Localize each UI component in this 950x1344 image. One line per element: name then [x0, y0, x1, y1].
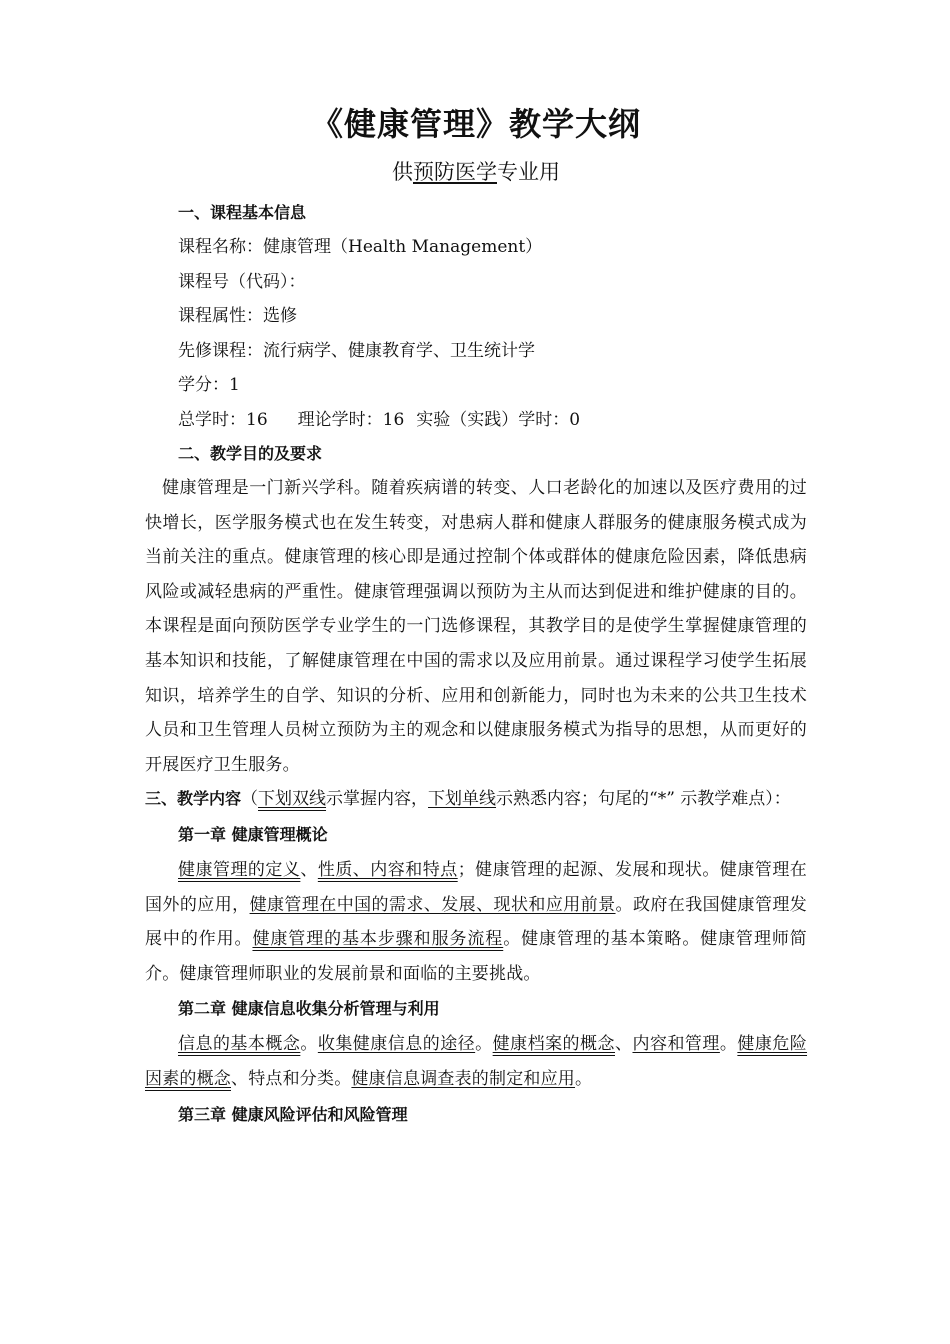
- ch1-mastery-definition: 健康管理的定义: [178, 859, 301, 880]
- document-subtitle: [145, 154, 807, 190]
- ch2-mastery-record-concept: 健康档案的概念: [492, 1034, 615, 1055]
- chapter1-body: [145, 853, 807, 991]
- ch1-text: 。政府在我国健康管理发展中的作用。: [145, 894, 807, 950]
- course-credits: 学分：1: [178, 375, 240, 395]
- course-name: 课程名称：健康管理（Health Management）: [178, 237, 543, 257]
- section1-heading: 一、课程基本信息: [178, 203, 307, 222]
- course-code: 课程号（代码）：: [178, 271, 306, 292]
- section3-note-mid2: 示熟悉内容；句尾的“*” 示教学难点）：: [496, 789, 791, 810]
- legend-double-underline: 下划双线: [258, 789, 327, 810]
- ch2-familiar-record-content: 内容和管理: [632, 1034, 720, 1055]
- section3-heading: 三、教学内容: [145, 789, 242, 809]
- chapter2-body: [145, 1027, 807, 1096]
- course-type: 课程属性：选修: [178, 306, 297, 326]
- ch2-mastery-info-concept: 信息的基本概念: [178, 1034, 301, 1055]
- course-prerequisites: 先修课程：流行病学、健康教育学、卫生统计学: [178, 340, 535, 361]
- ch1-mastery-nature: 性质、内容和特点: [317, 859, 458, 880]
- subtitle-suffix: 专业用: [497, 160, 560, 184]
- ch2-text: 、特点和分类。: [231, 1068, 352, 1089]
- ch2-text: 。: [300, 1034, 318, 1055]
- ch2-text: 。: [475, 1034, 493, 1055]
- ch2-text: 。: [719, 1034, 738, 1055]
- section3-note-mid1: 示掌握内容，: [326, 789, 429, 810]
- total-hours: 总学时：16: [178, 409, 268, 430]
- chapter2-heading: 第二章 健康信息收集分析管理与利用: [178, 999, 440, 1019]
- ch1-mastery-steps: 健康管理的基本步骤和服务流程: [252, 929, 504, 950]
- section3-intro: [145, 782, 807, 817]
- section2-body: 健康管理是一门新兴学科。随着疾病谱的转变、人口老龄化的加速以及医疗费用的过快增长，医学服务模式也在发生转变，对患病人群和健康人群服务的健康服务模式成为当前关注的重点。健康管理的核心即是通过控制个体或群体的健康危险因素，降低患病风险或减轻患病的严重性。健康管理强调以预防为主从而达到促进和维护健康的目的。本课程是面向预防医学专业学生的一门选修课程，其教学目的是使学生掌握健康管理的基本知识和技能，了解健康管理在中国的需求以及应用前景。通过课程学习使学生拓展知识，培养学生的自学、知识的分析、应用和创新能力，同时也为未来的公共卫生技术人员和卫生管理人员树立预防为主的观念和以健康服务模式为指导的思想，从而更好的开展医疗卫生服务。: [145, 478, 807, 775]
- ch2-text: 、: [615, 1034, 633, 1055]
- course-hours: [145, 403, 807, 438]
- ch2-text: 。: [575, 1068, 593, 1089]
- ch1-text: 、: [300, 859, 318, 880]
- ch1-text: 。健康管理的基本策略。健康管理师简介。健康管理师职业的发展前景和面临的主要挑战。: [145, 929, 807, 984]
- ch1-text: ；健康管理的起源、发展和现状。健康管理在国外的应用，: [145, 859, 807, 915]
- chapter1-heading: 第一章 健康管理概论: [178, 824, 328, 844]
- ch1-familiar-china: 健康管理在中国的需求、发展、现状和应用前景: [249, 894, 616, 915]
- ch2-mastery-risk-concept: 健康危险因素的概念: [145, 1034, 808, 1089]
- section3-note-open: （: [241, 789, 259, 810]
- document-title: 《健康管理》教学大纲: [310, 105, 641, 143]
- practice-hours: 实验（实践）学时：0: [416, 409, 581, 430]
- chapter3-heading: 第三章 健康风险评估和风险管理: [178, 1104, 408, 1124]
- section2-heading: 二、教学目的及要求: [178, 444, 323, 463]
- ch2-familiar-survey: 健康信息调查表的制定和应用: [351, 1068, 576, 1089]
- theory-hours: 理论学时：16: [297, 409, 405, 430]
- legend-single-underline: 下划单线: [428, 789, 497, 810]
- ch2-familiar-collection: 收集健康信息的途径: [317, 1034, 476, 1055]
- subtitle-prefix: 供: [392, 160, 413, 184]
- subtitle-major: 预防医学: [413, 160, 497, 184]
